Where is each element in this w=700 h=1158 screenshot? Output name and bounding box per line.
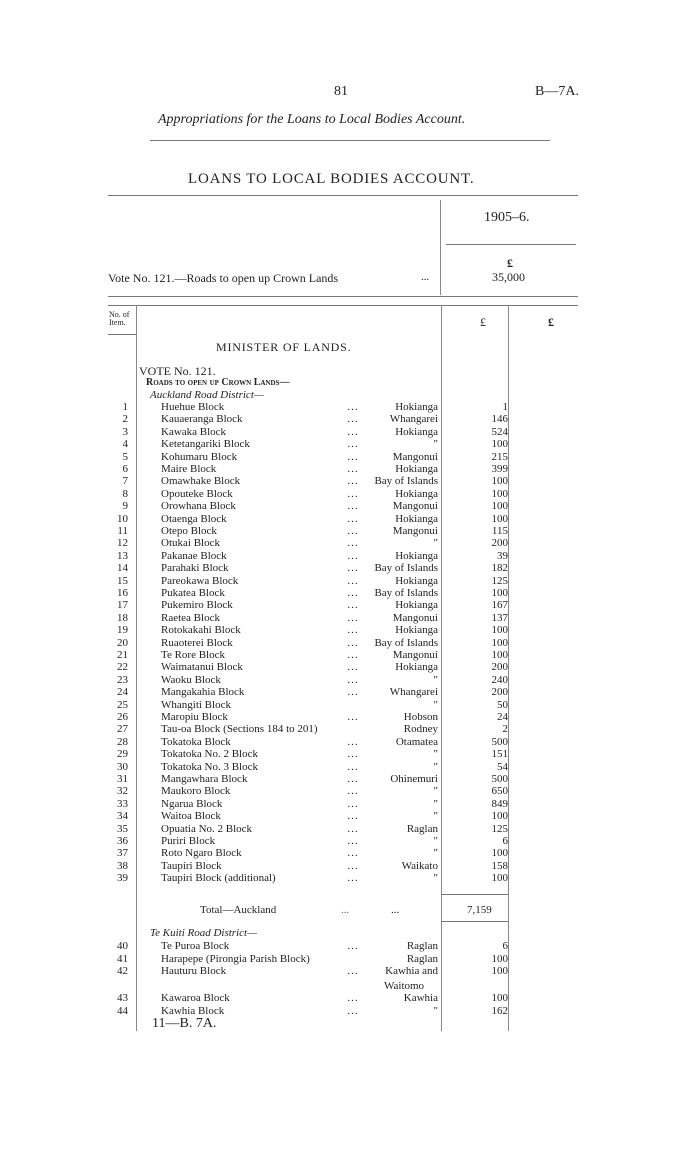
leader-dots: ... [347, 661, 359, 674]
table-row [108, 401, 528, 414]
table-row [108, 699, 528, 712]
block-name: Waitoa Block [161, 810, 221, 823]
item-number: 44 [117, 1004, 128, 1017]
table-row [108, 847, 528, 860]
amount-value: 100 [491, 512, 508, 525]
leader-dots: ... [347, 773, 359, 785]
amount-value: 54 [497, 760, 508, 773]
total-dots-1: ... [341, 904, 350, 916]
vote-label: Vote No. 121.—Roads to open up Crown Lands [108, 271, 339, 285]
table-row [108, 773, 528, 786]
block-name: Raetea Block [161, 611, 220, 624]
leader-dots: ... [347, 735, 359, 748]
table-row [108, 872, 528, 885]
leader-dots: ... [347, 463, 359, 475]
item-number: 31 [117, 773, 128, 785]
district-name: Hokianga [395, 574, 438, 587]
section-title: LOANS TO LOCAL BODIES ACCOUNT. [188, 171, 475, 187]
leader-dots: ... [347, 649, 359, 661]
amount-value: 200 [491, 661, 508, 674]
amount-value: 24 [497, 711, 508, 723]
block-name: Opouteke Block [161, 487, 233, 500]
leader-dots: ... [347, 549, 359, 562]
block-name: Taupiri Block (additional) [161, 872, 276, 885]
leader-dots: ... [347, 587, 359, 599]
table-row [108, 562, 528, 575]
item-number: 28 [117, 735, 128, 748]
vote-heading: Roads to open up Crown Lands— [146, 377, 290, 388]
block-name: Mangawhara Block [161, 773, 248, 785]
table-row [108, 413, 528, 426]
table-row [108, 438, 528, 451]
table-row [108, 649, 528, 662]
leader-dots: ... [347, 859, 359, 872]
running-title: Appropriations for the Loans to Local Bodies Account. [158, 112, 466, 127]
block-name: Te Puroa Block [161, 940, 230, 952]
district-name: " [433, 872, 438, 885]
district-name: Raglan [406, 940, 438, 952]
leader-dots: ... [347, 401, 359, 413]
amount-value: 125 [491, 574, 508, 587]
leader-dots: ... [347, 673, 359, 686]
block-name: Ruaoterei Block [161, 636, 233, 649]
summary-column-divider [440, 200, 441, 295]
amount-value: 500 [491, 735, 508, 748]
district-name: " [433, 785, 438, 798]
item-number: 15 [117, 574, 128, 587]
amount-value: 146 [491, 413, 508, 426]
table-row [108, 748, 528, 761]
summary-currency: £ [507, 256, 513, 270]
table-row [108, 686, 528, 699]
table-row [108, 463, 528, 476]
item-number: 6 [122, 463, 128, 475]
item-number: 26 [117, 711, 128, 723]
table-row [108, 661, 528, 674]
item-number: 2 [122, 413, 128, 426]
block-name: Orowhana Block [161, 500, 236, 513]
district-name: " [433, 760, 438, 773]
amount-value: 100 [491, 587, 508, 599]
table-row [108, 599, 528, 612]
amount-value: 849 [491, 797, 508, 810]
table-row [108, 426, 528, 439]
district-name: " [433, 698, 438, 711]
district-name: Waikato [401, 859, 438, 872]
amount-value: 151 [491, 748, 508, 761]
leader-dots: ... [347, 500, 359, 513]
district-name: Hokianga [395, 401, 438, 413]
amount-value: 524 [491, 425, 508, 438]
auckland-district-heading: Auckland Road District— [150, 389, 264, 401]
amount-currency-1: £ [480, 315, 486, 329]
block-name: Kohumaru Block [161, 450, 238, 463]
item-number: 18 [117, 611, 128, 624]
table-row [108, 785, 528, 798]
amount-value: 125 [491, 822, 508, 835]
item-number: 40 [117, 940, 128, 952]
district-name: Whangarei [389, 686, 438, 699]
amount-value: 2 [502, 723, 508, 736]
district-name: Kawhia and [385, 965, 438, 977]
block-name: Ketetangariki Block [161, 438, 250, 451]
block-name: Mangakahia Block [161, 686, 245, 699]
leader-dots: ... [347, 525, 359, 537]
leader-dots: ... [347, 760, 359, 773]
amount-value: 100 [491, 965, 508, 977]
amount-value: 50 [497, 698, 508, 711]
table-row [108, 488, 528, 501]
amount-value: 167 [491, 599, 508, 612]
item-number: 33 [117, 797, 128, 810]
amount-value: 100 [491, 636, 508, 649]
block-name: Ngarua Block [161, 797, 223, 810]
amount-value: 399 [491, 463, 508, 475]
block-name: Pakanae Block [161, 549, 227, 562]
amount-value: 158 [491, 859, 508, 872]
district-name: " [433, 748, 438, 761]
block-name: Roto Ngaro Block [161, 847, 242, 860]
block-name: Otukai Block [161, 537, 220, 550]
amount-value: 100 [491, 952, 508, 965]
block-name: Tokatoka Block [161, 735, 231, 748]
leader-dots: ... [347, 450, 359, 463]
item-number: 25 [117, 698, 128, 711]
district-name: " [433, 847, 438, 860]
district-name: Hokianga [395, 512, 438, 525]
item-number: 9 [122, 500, 128, 513]
item-number: 12 [117, 537, 128, 550]
item-number: 16 [117, 587, 128, 599]
amount-value: 137 [491, 611, 508, 624]
leader-dots: ... [347, 512, 359, 525]
block-name: Waimatanui Block [161, 661, 243, 674]
leader-dots: ... [347, 413, 359, 426]
block-name: Maire Block [161, 463, 217, 475]
block-name: Pareokawa Block [161, 574, 239, 587]
item-number: 11 [117, 525, 128, 537]
item-number: 38 [117, 859, 128, 872]
table-row [108, 550, 528, 563]
leader-dots: ... [347, 872, 359, 885]
leader-dots: ... [347, 822, 359, 835]
leader-dots: ... [347, 785, 359, 798]
total-amount: 7,159 [467, 904, 492, 916]
block-name: Waoku Block [161, 673, 221, 686]
district-name: Hokianga [395, 599, 438, 612]
district-name: Rodney [403, 723, 438, 736]
district-name: Mangonui [392, 450, 438, 463]
block-name: Rotokakahi Block [161, 624, 241, 637]
district-name: Bay of Islands [374, 587, 438, 599]
district-name: " [433, 673, 438, 686]
item-number: 10 [117, 512, 128, 525]
leader-dots: ... [347, 940, 359, 952]
block-name: Kawaroa Block [161, 992, 230, 1004]
item-number: 27 [117, 723, 128, 736]
leader-dots: ... [347, 636, 359, 649]
leader-dots: ... [347, 537, 359, 550]
district-name: Whangarei [389, 413, 438, 426]
item-header: No. of Item. [109, 310, 130, 327]
table-row [108, 537, 528, 550]
table-row [108, 575, 528, 588]
total-dots-2: ... [391, 904, 400, 916]
header-rule [150, 140, 550, 141]
table-row [108, 711, 528, 724]
total-label: Total—Auckland [200, 904, 277, 916]
block-name: Tokatoka No. 3 Block [161, 760, 258, 773]
amount-value: 100 [491, 475, 508, 488]
block-name: Whangiti Block [161, 698, 231, 711]
table-row [108, 761, 528, 774]
district-name: " [433, 537, 438, 550]
signature-mark: 11—B. 7A. [152, 1016, 217, 1031]
item-number: 41 [117, 952, 128, 965]
item-number: 8 [122, 487, 128, 500]
table-row [108, 965, 528, 978]
table-row [108, 475, 528, 488]
item-number: 13 [117, 549, 128, 562]
amount-value: 100 [491, 847, 508, 860]
block-name: Hauturu Block [161, 965, 227, 977]
amount-value: 215 [491, 450, 508, 463]
table-row [108, 940, 528, 953]
block-name: Parahaki Block [161, 562, 229, 575]
table-row [108, 525, 528, 538]
district-name: Hokianga [395, 549, 438, 562]
district-name: Kawhia [403, 992, 438, 1004]
item-number: 5 [122, 450, 128, 463]
item-number: 1 [122, 401, 128, 413]
block-name: Pukatea Block [161, 587, 225, 599]
item-number: 21 [117, 649, 128, 661]
leader-dots: ... [347, 611, 359, 624]
leader-dots: ... [347, 624, 359, 637]
table-row [108, 860, 528, 873]
section-rule [108, 195, 578, 196]
district-name: Mangonui [392, 649, 438, 661]
table-row [108, 674, 528, 687]
block-name: Opuatia No. 2 Block [161, 822, 253, 835]
leader-dots: ... [347, 487, 359, 500]
leader-dots: ... [347, 835, 359, 847]
item-number: 34 [117, 810, 128, 823]
table-row [108, 723, 528, 736]
table-row [108, 798, 528, 811]
ministry-heading: MINISTER OF LANDS. [216, 340, 352, 354]
block-name: Otaenga Block [161, 512, 227, 525]
block-name: Pukemiro Block [161, 599, 233, 612]
leader-dots: ... [347, 847, 359, 860]
district-name: Bay of Islands [374, 475, 438, 488]
block-name: Otepo Block [161, 525, 217, 537]
item-number: 29 [117, 748, 128, 761]
item-number: 42 [117, 965, 128, 977]
leader-dots: ... [347, 599, 359, 612]
amount-value: 162 [491, 1004, 508, 1017]
leader-dots: ... [347, 425, 359, 438]
vote-amount: 35,000 [492, 270, 525, 284]
item-number: 32 [117, 785, 128, 798]
leader-dots: ... [347, 686, 359, 699]
item-number: 39 [117, 872, 128, 885]
block-name: Taupiri Block [161, 859, 222, 872]
leader-dots: ... [347, 810, 359, 823]
leader-dots: ... [347, 1004, 359, 1017]
summary-bottom-rule [108, 296, 578, 297]
district-name: Bay of Islands [374, 562, 438, 575]
item-number: 4 [122, 438, 128, 451]
leader-dots: ... [347, 797, 359, 810]
item-number: 36 [117, 835, 128, 847]
item-number: 3 [122, 425, 128, 438]
amount-value: 1 [502, 401, 508, 413]
block-name: Tau-oa Block (Sections 184 to 201) [161, 723, 318, 736]
table-row [108, 992, 528, 1005]
amount-value: 100 [491, 649, 508, 661]
leader-dots: ... [347, 965, 359, 977]
district-name: Mangonui [392, 611, 438, 624]
table-row [108, 810, 528, 823]
leader-dots: ... [347, 574, 359, 587]
amount-value: 100 [491, 438, 508, 451]
page-number: 81 [334, 84, 348, 99]
block-name: Kawaka Block [161, 425, 227, 438]
table-row [108, 835, 528, 848]
item-number: 17 [117, 599, 128, 612]
vote-number: VOTE No. 121. [139, 364, 216, 378]
district-name: " [433, 835, 438, 847]
district-name: Hokianga [395, 624, 438, 637]
table-row [108, 513, 528, 526]
item-header-rule [108, 334, 136, 335]
table-row [108, 624, 528, 637]
table-row [108, 736, 528, 749]
amount-value: 100 [491, 500, 508, 513]
leader-dots: ... [347, 992, 359, 1004]
block-name: Maropiu Block [161, 711, 228, 723]
table-row [108, 612, 528, 625]
amount-currency-2: £ [548, 315, 554, 329]
document-reference: B—7A. [535, 84, 579, 99]
block-name: Omawhake Block [161, 475, 241, 488]
block-name: Kauaeranga Block [161, 413, 243, 426]
total-rule-bottom [441, 921, 508, 922]
item-number: 7 [122, 475, 128, 488]
amount-value: 6 [502, 940, 508, 952]
item-number: 43 [117, 992, 128, 1004]
amount-value: 500 [491, 773, 508, 785]
district-name: Otamatea [395, 735, 438, 748]
summary-year: 1905–6. [484, 210, 530, 225]
item-number: 35 [117, 822, 128, 835]
leader-dots: ... [347, 438, 359, 451]
table-row [108, 451, 528, 464]
district-name: Raglan [406, 822, 438, 835]
amount-value: 182 [491, 562, 508, 575]
district-name: Hokianga [395, 425, 438, 438]
district-name: Hobson [403, 711, 438, 723]
item-number: 19 [117, 624, 128, 637]
amount-value: 39 [497, 549, 508, 562]
district-name: " [433, 810, 438, 823]
table-row [108, 587, 528, 600]
amount-value: 100 [491, 624, 508, 637]
amount-value: 200 [491, 537, 508, 550]
amount-value: 100 [491, 810, 508, 823]
item-number: 20 [117, 636, 128, 649]
leader-dots: ... [347, 711, 359, 723]
vote-dots: ... [421, 271, 430, 283]
block-name: Te Rore Block [161, 649, 225, 661]
total-rule-top [441, 894, 508, 895]
amount-value: 6 [502, 835, 508, 847]
district-name: " [433, 797, 438, 810]
amount-value: 200 [491, 686, 508, 699]
district-name: " [433, 438, 438, 451]
district-name: Mangonui [392, 525, 438, 537]
block-name: Puriri Block [161, 835, 216, 847]
district-name: Ohinemuri [390, 773, 438, 785]
table-row [108, 953, 528, 966]
item-number: 14 [117, 562, 128, 575]
amount-value: 100 [491, 872, 508, 885]
amount-value: 650 [491, 785, 508, 798]
block-name: Harapepe (Pirongia Parish Block) [161, 952, 310, 965]
district-name: " [433, 1004, 438, 1017]
district-name: Hokianga [395, 661, 438, 674]
item-number: 37 [117, 847, 128, 860]
item-number: 22 [117, 661, 128, 674]
table-row [108, 637, 528, 650]
summary-year-rule [446, 244, 576, 245]
table-row [108, 823, 528, 836]
te-kuiti-district-heading: Te Kuiti Road District— [150, 927, 257, 939]
leader-dots: ... [347, 475, 359, 488]
item-number: 30 [117, 760, 128, 773]
leader-dots: ... [347, 748, 359, 761]
amount-value: 240 [491, 673, 508, 686]
leader-dots: ... [347, 562, 359, 575]
item-number: 23 [117, 673, 128, 686]
hauturu-district-continued: Waitomo [384, 980, 425, 992]
district-name: Bay of Islands [374, 636, 438, 649]
block-name: Kawhia Block [161, 1004, 225, 1017]
district-name: Hokianga [395, 463, 438, 475]
amount-value: 100 [491, 992, 508, 1004]
amount-value: 115 [491, 525, 508, 537]
district-name: Mangonui [392, 500, 438, 513]
block-name: Maukoro Block [161, 785, 231, 798]
block-name: Huehue Block [161, 401, 225, 413]
amount-value: 100 [491, 487, 508, 500]
block-name: Tokatoka No. 2 Block [161, 748, 258, 761]
district-name: Hokianga [395, 487, 438, 500]
item-number: 24 [117, 686, 128, 699]
table-row [108, 500, 528, 513]
district-name: Raglan [406, 952, 438, 965]
